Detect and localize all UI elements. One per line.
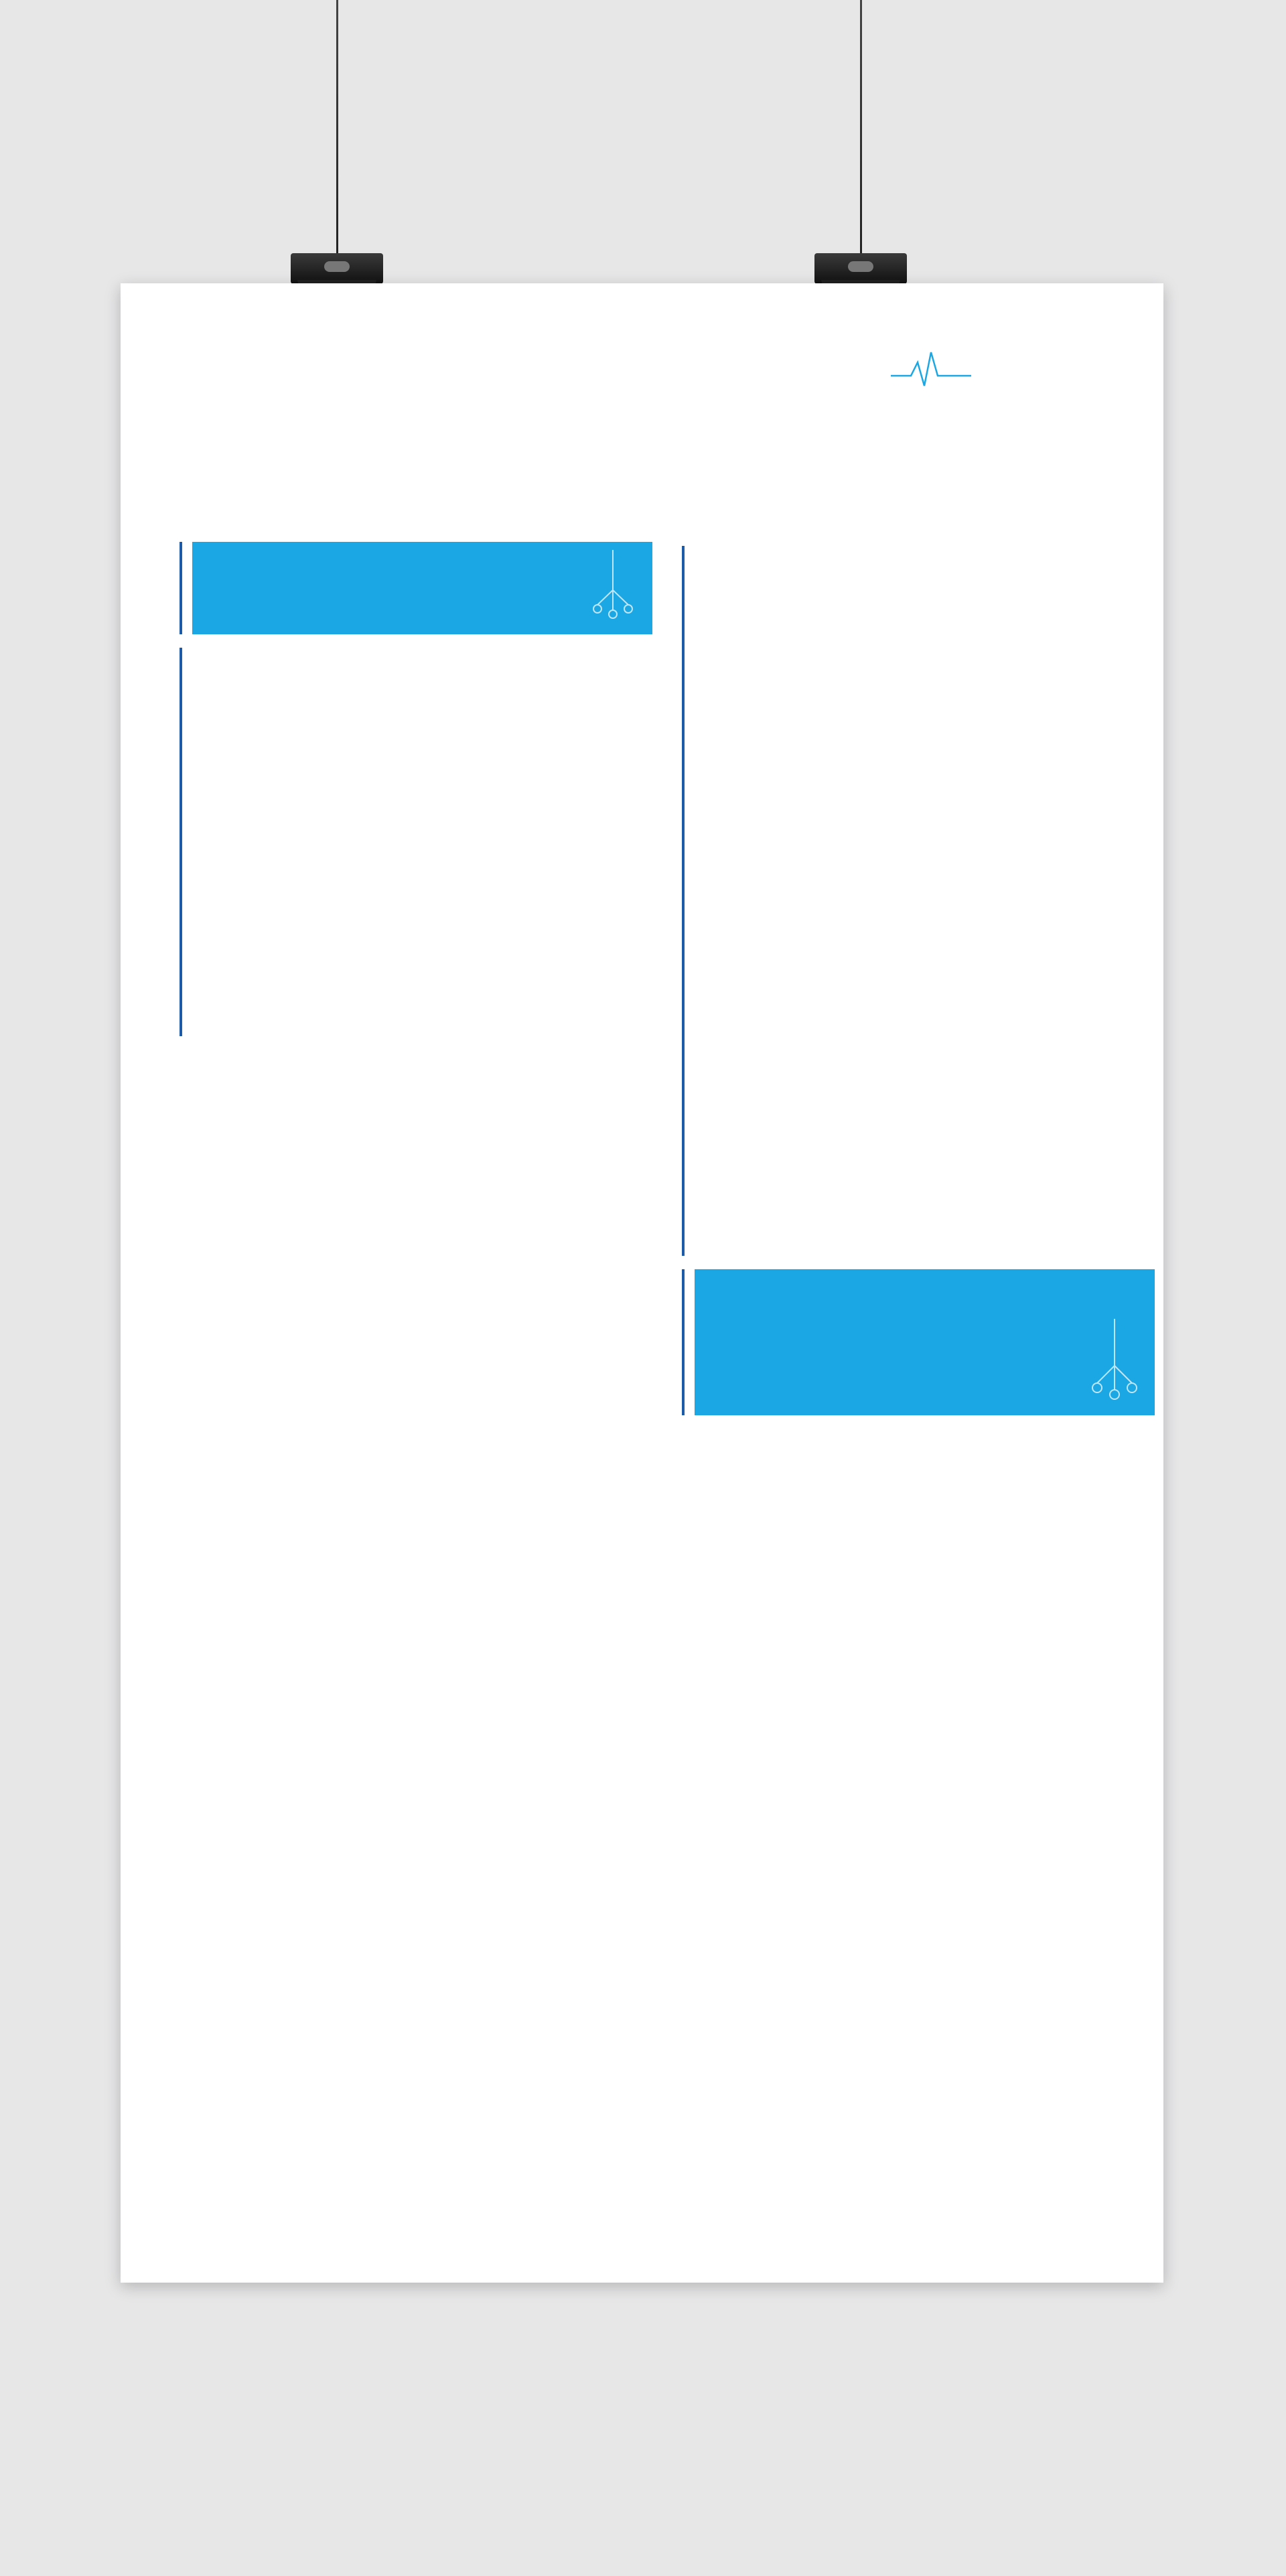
hanger-wire-left xyxy=(336,0,338,255)
poster xyxy=(121,283,1163,2283)
results-section xyxy=(180,648,652,1036)
footer-logos xyxy=(682,1429,1155,1482)
right-column xyxy=(682,542,1155,1482)
figure-2-forest-plot xyxy=(192,899,634,1033)
figure-1-km-chart xyxy=(192,654,634,889)
heartbeat-icon xyxy=(891,349,971,389)
results-continued xyxy=(682,546,1155,1256)
opera-logo xyxy=(891,339,1145,413)
figure-3-km-chart xyxy=(695,553,1150,820)
figure-4-forest-plot xyxy=(695,831,1150,1092)
background-section xyxy=(180,542,652,634)
circuit-icon xyxy=(1088,1319,1141,1406)
discussion-section xyxy=(682,1269,1155,1415)
left-column xyxy=(180,535,652,1050)
circuit-icon xyxy=(589,550,636,624)
hanger-wire-right xyxy=(860,0,862,255)
figure-5-bar-chart xyxy=(695,1102,1150,1253)
objective-box xyxy=(192,542,652,634)
key-findings-box xyxy=(695,1269,1155,1415)
